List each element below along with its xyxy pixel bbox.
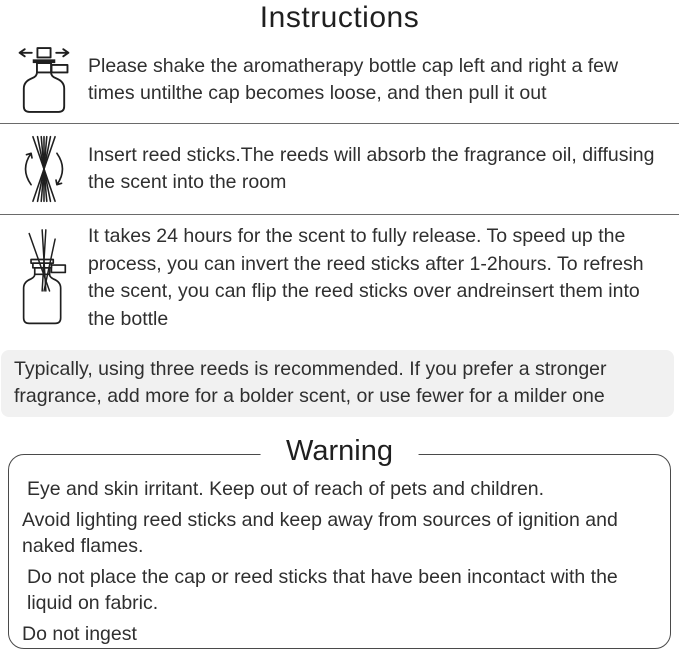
instruction-text-3: It takes 24 hours for the scent to fully release. To speed up the process, you can invert the reed sticks after 1-2hours. To refresh the scent, you can flip the reed sticks over andreinsert them into the bottle [88,225,644,330]
warning-title: Warning [260,435,419,468]
diffuser-bottle-with-reeds-icon [0,228,88,328]
warning-item: Avoid lighting reed sticks and keep away from sources of ignition and naked flames. [22,509,618,557]
instruction-row-scent-release [0,215,679,341]
shake-bottle-cap-icon [0,46,88,114]
warning-item: Do not place the cap or reed sticks that have been incontact with the liquid on fabric. [27,566,618,614]
note-box: Typically, using three reeds is recommended. If you prefer a stronger fragrance, add more for a bolder scent, or use fewer for a milder one [1,350,674,417]
instruction-text-2: Insert reed sticks.The reeds will absorb the fragrance oil, diffusing the scent into the room [88,143,655,193]
flip-reed-sticks-icon [0,133,88,205]
instruction-row-shake-cap [0,35,679,123]
warning-item: Do not ingest [22,623,137,645]
page-title: Instructions [259,1,420,34]
instruction-text-1: Please shake the aromatherapy bottle cap left and right a few times untilthe cap becomes loose, and then pull it out [88,54,619,104]
warning-item: Eye and skin irritant. Keep out of reach of pets and children. [27,478,545,500]
instruction-row-insert-reeds [0,124,679,214]
warning-box [8,435,671,649]
